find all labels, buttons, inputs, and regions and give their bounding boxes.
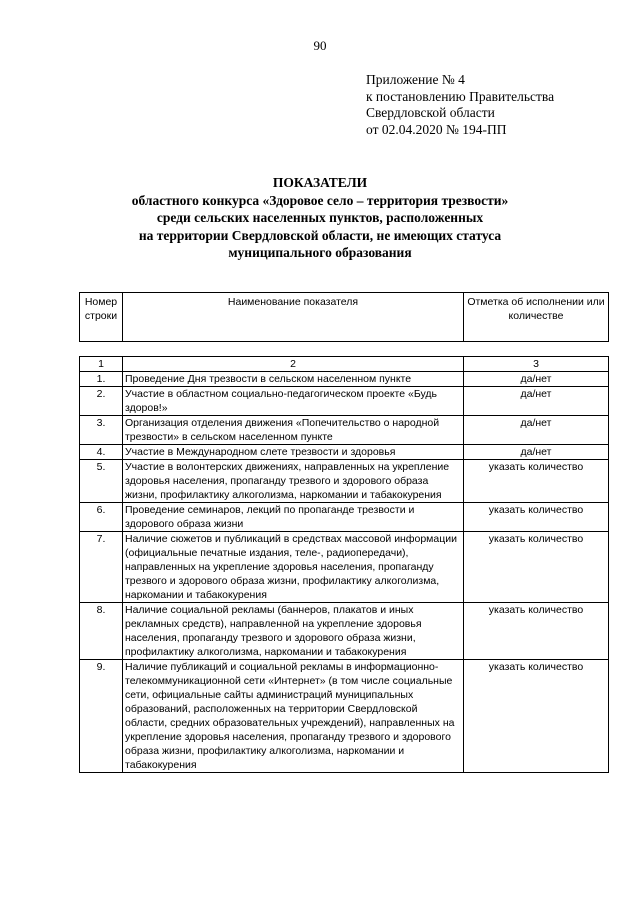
header-name: Наименование показателя	[123, 293, 464, 342]
table-row	[80, 445, 609, 460]
row-indicator-name: Проведение Дня трезвости в сельском населенном пункте	[123, 372, 464, 387]
heading-subtitle-line: областного конкурса «Здоровое село – территория трезвости»	[131, 192, 509, 208]
row-mark: указать количество	[464, 660, 609, 773]
table-row	[80, 372, 609, 387]
row-indicator-name: Проведение семинаров, лекций по пропаганде трезвости и здорового образа жизни	[123, 503, 464, 532]
column-number: 3	[464, 357, 609, 372]
table-row	[80, 460, 609, 503]
heading-title: ПОКАЗАТЕЛИ	[272, 175, 368, 190]
table-header-row	[80, 293, 609, 342]
row-mark: да/нет	[464, 416, 609, 445]
row-indicator-name: Наличие публикаций и социальной рекламы в информационно-телекоммуникационной сети «Интернет» (в том числе социальные сети, официальные сайты администраций муниципальных образований, расположенных на территории Свердловской области, средних образовательных учреждений), направленных на укрепление здоровья населения, пропаганду трезвого и здорового образа жизни, профилактику алкоголизма, наркомании и табакокурения	[123, 660, 464, 773]
column-number: 2	[123, 357, 464, 372]
heading-subtitle-line: среди сельских населенных пунктов, расположенных	[156, 210, 484, 225]
row-mark: указать количество	[464, 532, 609, 603]
table-row	[80, 416, 609, 445]
document-heading	[70, 174, 570, 262]
heading-subtitle-line: муниципального образования	[228, 245, 412, 260]
row-mark: да/нет	[464, 445, 609, 460]
row-indicator-name: Организация отделения движения «Попечительство о народной трезвости» в сельском населенном пункте	[123, 416, 464, 445]
row-indicator-name: Наличие социальной рекламы (баннеров, плакатов и иных рекламных средств), направленной на укрепление здоровья населения, пропаганду трезвого и здорового образа жизни, профилактику алкоголизма, наркомании и табакокурения	[123, 603, 464, 660]
row-indicator-name: Наличие сюжетов и публикаций в средствах массовой информации (официальные печатные издания, теле-, радиопередачи), направленных на укрепление здоровья населения, пропаганду трезвого и здорового образа жизни, профилактику алкоголизма, наркомании и табакокурения	[123, 532, 464, 603]
column-number-row	[80, 357, 609, 372]
table-row	[80, 503, 609, 532]
appendix-block	[366, 72, 626, 138]
table-row	[80, 603, 609, 660]
row-mark: указать количество	[464, 503, 609, 532]
row-mark: указать количество	[464, 603, 609, 660]
table-row	[80, 660, 609, 773]
row-mark: указать количество	[464, 460, 609, 503]
appendix-line: Приложение № 4	[366, 72, 465, 87]
row-indicator-name: Участие в волонтерских движениях, направленных на укрепление здоровья населения, пропаганду трезвого и здорового образа жизни, профилактику алкоголизма, наркомании и табакокурения	[123, 460, 464, 503]
appendix-line: от 02.04.2020 № 194-ПП	[366, 121, 507, 137]
row-number: 4.	[80, 445, 123, 460]
row-number: 5.	[80, 460, 123, 503]
page-number: 90	[313, 38, 327, 53]
heading-subtitle-line: на территории Свердловской области, не имеющих статуса	[138, 227, 502, 243]
table-row	[80, 532, 609, 603]
row-mark: да/нет	[464, 387, 609, 416]
row-indicator-name: Участие в Международном слете трезвости и здоровья	[123, 445, 464, 460]
row-mark: да/нет	[464, 372, 609, 387]
row-number: 1.	[80, 372, 123, 387]
header-mark: Отметка об исполнении или количестве	[464, 293, 609, 342]
appendix-line: к постановлению Правительства	[366, 88, 555, 104]
row-number: 3.	[80, 416, 123, 445]
header-number: Номер строки	[80, 293, 123, 342]
indicators-table	[79, 292, 609, 773]
row-number: 6.	[80, 503, 123, 532]
column-number: 1	[80, 357, 123, 372]
row-number: 8.	[80, 603, 123, 660]
row-number: 7.	[80, 532, 123, 603]
row-number: 2.	[80, 387, 123, 416]
row-number: 9.	[80, 660, 123, 773]
table-row	[80, 387, 609, 416]
row-indicator-name: Участие в областном социально-педагогическом проекте «Будь здоров!»	[123, 387, 464, 416]
appendix-line: Свердловской области	[366, 105, 495, 120]
table-gap-row	[80, 342, 609, 357]
